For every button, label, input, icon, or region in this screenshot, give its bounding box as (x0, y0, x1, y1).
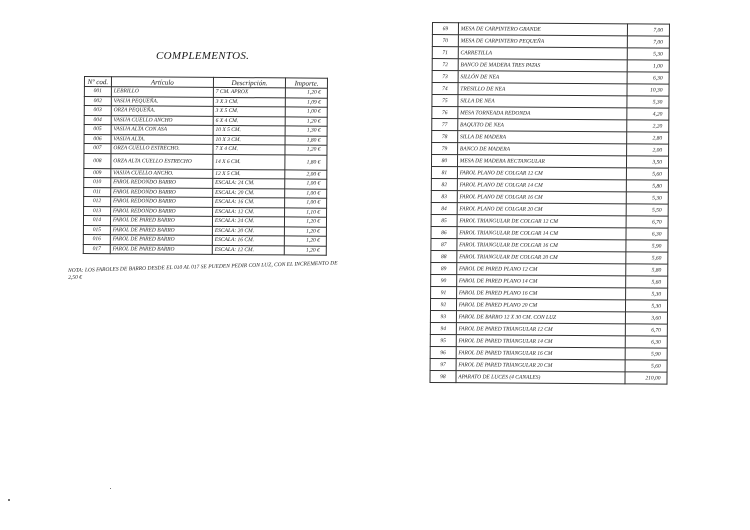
cell-cod: 86 (431, 226, 457, 238)
cell-articulo: FAROL DE PARED BARRO (110, 235, 212, 245)
cell-articulo: FAROL PLANO DE COLGAR 14 CM (457, 179, 627, 192)
header-cod: Nº cod. (84, 77, 111, 87)
cell-cod: 011 (84, 187, 111, 197)
right-table-body (430, 23, 670, 385)
cell-articulo: FAROL TRIANGULAR DE COLGAR 20 CM (457, 251, 627, 264)
cell-cod: 016 (83, 234, 110, 244)
cell-cod: 015 (83, 225, 110, 235)
cell-descripcion: 3 X 5 CM. (213, 106, 285, 116)
cell-importe: 1,00 € (285, 179, 327, 189)
cell-articulo: MESA DE CARPINTERO GRANDE (458, 23, 628, 36)
cell-descripcion: ESCALA: 20 CM. (212, 226, 284, 236)
cell-importe: 2,20 (627, 120, 669, 132)
cell-importe: 1,20 € (285, 145, 327, 155)
cell-articulo: VASIJA CUELLO ANCHO. (111, 168, 213, 178)
cell-cod: 79 (432, 143, 458, 155)
cell-cod: 95 (430, 334, 456, 346)
cell-descripcion: 10 X 3 CM. (213, 135, 285, 145)
table-row (83, 244, 326, 255)
cell-importe: 1,10 € (285, 207, 327, 217)
complementos-table-right (429, 22, 670, 385)
cell-articulo: ORZA ALTA CUELLO ESTRECHO (111, 153, 213, 169)
cell-articulo: VASIJA CUELLO ANCHO (111, 115, 213, 125)
scan-speck (110, 488, 111, 489)
table-row (430, 370, 667, 384)
cell-importe: 4,20 (627, 108, 669, 120)
complementos-table-left (83, 76, 328, 256)
scan-speck (8, 499, 10, 501)
cell-importe: 10,30 (627, 84, 669, 96)
cell-articulo: MESA TORNEADA REDONDA (458, 107, 628, 120)
cell-cod: 93 (430, 310, 456, 322)
cell-cod: 88 (431, 250, 457, 262)
cell-importe: 1,00 € (285, 198, 327, 208)
cell-articulo: FAROL DE PARED TRIANGULAR 16 CM (456, 347, 626, 360)
cell-descripcion: 7 CM. APROX (213, 87, 285, 97)
cell-cod: 83 (431, 190, 457, 202)
page-title: COMPLEMENTOS. (156, 50, 250, 62)
cell-cod: 87 (431, 238, 457, 250)
cell-importe: 5,30 (628, 48, 670, 60)
cell-cod: 71 (432, 47, 458, 59)
cell-importe: 1,20 € (285, 217, 327, 227)
cell-articulo: FAROL PLANO DE COLGAR 20 CM (457, 203, 627, 216)
cell-descripcion: 14 X 6 CM. (213, 154, 285, 170)
cell-articulo: FAROL DE PARED PLANO 16 CM (456, 287, 626, 300)
cell-importe: 5,30 (626, 300, 668, 312)
cell-articulo: CARRETILLA (458, 47, 628, 60)
cell-importe: 5,50 (627, 204, 669, 216)
cell-cod: 85 (431, 214, 457, 226)
cell-cod: 96 (430, 346, 456, 358)
cell-articulo: FAROL TRIANGULAR DE COLGAR 16 CM (457, 239, 627, 252)
cell-cod: 70 (432, 35, 458, 47)
cell-importe: 1,00 € (285, 188, 327, 198)
cell-articulo: MESA DE MADERA RECTANGULAR (457, 155, 627, 168)
cell-importe: 5,80 (627, 180, 669, 192)
cell-cod: 81 (431, 166, 457, 178)
cell-importe: 5,60 (625, 360, 667, 372)
cell-articulo: FAROL DE BARRO 12 X 30 CM. CON LUZ (456, 311, 626, 324)
note-text: NOTA: LOS FAROLES DE BARRO DESDE EL 010 AL 017 SE PUEDEN PEDIR CON LUZ, CON EL INCREMENTO DE 2,50 € (68, 260, 338, 281)
cell-articulo: BANCO DE MADERA (457, 143, 627, 156)
cell-cod: 014 (83, 216, 110, 226)
cell-cod: 94 (430, 322, 456, 334)
cell-descripcion: ESCALA: 12 CM. (212, 245, 284, 255)
header-importe: Importe. (286, 78, 328, 88)
cell-importe: 1,20 € (284, 245, 326, 255)
cell-descripcion: ESCALA: 24 CM. (213, 178, 285, 188)
cell-articulo: VASIJA ALTA. (111, 134, 213, 144)
cell-importe: 6,30 (626, 228, 668, 240)
cell-descripcion: ESCALA: 16 CM. (212, 235, 284, 245)
cell-importe: 3,50 (627, 156, 669, 168)
cell-cod: 98 (430, 370, 456, 382)
cell-articulo: FAROL DE PARED PLANO 12 CM (456, 263, 626, 276)
cell-articulo: FAROL DE PARED BARRO (110, 225, 212, 235)
cell-cod: 012 (84, 197, 111, 207)
cell-importe: 5,30 (627, 96, 669, 108)
cell-cod: 009 (84, 168, 111, 178)
cell-cod: 017 (83, 244, 110, 254)
cell-articulo: FAROL TRIANGULAR DE COLGAR 14 CM (457, 227, 627, 240)
header-articulo: Artículo (111, 77, 213, 88)
cell-articulo: FAROL PLANO DE COLGAR 16 CM (457, 191, 627, 204)
cell-importe: 5,30 (627, 192, 669, 204)
cell-importe: 5,60 (626, 252, 668, 264)
cell-articulo: ORZA PEQUEÑA. (111, 106, 213, 116)
cell-descripcion: 10 X 5 CM. (213, 125, 285, 135)
cell-cod: 001 (84, 87, 111, 97)
cell-importe: 1,80 € (285, 135, 327, 145)
header-descripcion: Descripción. (213, 77, 285, 88)
cell-cod: 006 (84, 134, 111, 144)
cell-descripcion: 6 X 4 CM. (213, 116, 285, 126)
cell-cod: 73 (432, 71, 458, 83)
cell-articulo: ORZA CUELLO ESTRECHO. (111, 144, 213, 154)
cell-cod: 005 (84, 125, 111, 135)
cell-articulo: BAQUITO DE NEA (457, 119, 627, 132)
cell-articulo: APARATO DE LUCES (4 CANALES) (456, 371, 626, 384)
cell-descripcion: 7 X 4 CM. (213, 144, 285, 154)
cell-importe: 6,30 (626, 336, 668, 348)
cell-cod: 80 (431, 155, 457, 167)
cell-importe: 1,20 € (285, 116, 327, 126)
cell-descripcion: ESCALA: 20 CM. (213, 188, 285, 198)
cell-cod: 74 (432, 83, 458, 95)
cell-importe: 5,30 (626, 288, 668, 300)
cell-importe: 7,00 (628, 24, 670, 36)
cell-cod: 004 (84, 115, 111, 125)
cell-articulo: FAROL DE PARED BARRO (110, 216, 212, 226)
cell-cod: 010 (84, 178, 111, 188)
cell-importe: 1,09 € (285, 97, 327, 107)
cell-articulo: FAROL REDONDO BARRO (111, 187, 213, 197)
cell-articulo: FAROL DE PARED PLANO 20 CM (456, 299, 626, 312)
cell-descripcion: ESCALA: 16 CM. (212, 197, 284, 207)
cell-articulo: FAROL REDONDO BARRO (110, 206, 212, 216)
cell-cod: 92 (430, 298, 456, 310)
cell-importe: 2,00 € (285, 169, 327, 179)
cell-cod: 82 (431, 178, 457, 190)
cell-importe: 1,20 € (285, 226, 327, 236)
cell-articulo: FAROL DE PARED TRIANGULAR 20 CM (456, 359, 626, 372)
cell-descripcion: ESCALA: 12 CM. (212, 207, 284, 217)
cell-cod: 75 (432, 95, 458, 107)
cell-cod: 91 (431, 286, 457, 298)
cell-importe: 1,80 € (285, 154, 327, 169)
cell-cod: 77 (432, 119, 458, 131)
cell-importe: 5,90 (626, 348, 668, 360)
cell-cod: 007 (84, 144, 111, 154)
cell-importe: 5,60 (627, 168, 669, 180)
cell-articulo: FAROL PLANO DE COLGAR 12 CM (457, 167, 627, 180)
cell-articulo: BANCO DE MADERA TRES PATAS (458, 59, 628, 72)
cell-cod: 90 (431, 274, 457, 286)
cell-articulo: SILLA DE NEA (458, 95, 628, 108)
cell-articulo: FAROL DE PARED TRIANGULAR 12 CM (456, 323, 626, 336)
cell-articulo: SILLÓN DE NEA (458, 71, 628, 84)
cell-importe: 6,70 (626, 216, 668, 228)
cell-importe: 5,80 (626, 264, 668, 276)
cell-articulo: TRESILLO DE NEA (458, 83, 628, 96)
cell-articulo: MESA DE CARPINTERO PEQUEÑA (458, 35, 628, 48)
cell-cod: 78 (432, 131, 458, 143)
cell-importe: 5,90 (626, 240, 668, 252)
cell-importe: 3,60 (626, 312, 668, 324)
cell-cod: 72 (432, 59, 458, 71)
cell-importe: 1,30 € (285, 126, 327, 136)
cell-cod: 008 (84, 153, 111, 168)
cell-descripcion: 3 X 3 CM. (213, 97, 285, 107)
cell-importe: 7,00 (628, 36, 670, 48)
cell-articulo: FAROL TRIANGULAR DE COLGAR 12 CM (457, 215, 627, 228)
cell-articulo: FAROL DE PARED TRIANGULAR 14 CM (456, 335, 626, 348)
cell-importe: 210,00 (625, 372, 667, 384)
cell-importe: 1,20 € (285, 236, 327, 246)
cell-importe: 2,80 (627, 132, 669, 144)
cell-cod: 013 (84, 206, 111, 216)
cell-articulo: LEBRILLO (111, 87, 213, 97)
cell-cod: 003 (84, 106, 111, 116)
cell-articulo: FAROL REDONDO BARRO (110, 197, 212, 207)
left-table-body (83, 87, 327, 256)
cell-importe: 2,00 (627, 144, 669, 156)
cell-descripcion: ESCALA: 24 CM. (212, 216, 284, 226)
cell-cod: 002 (84, 96, 111, 106)
cell-importe: 6,70 (626, 324, 668, 336)
cell-articulo: VASIJA PEQUEÑA. (111, 96, 213, 106)
cell-cod: 69 (432, 23, 458, 35)
cell-cod: 97 (430, 358, 456, 370)
cell-articulo: FAROL DE PARED PLANO 14 CM (456, 275, 626, 288)
cell-articulo: SILLA DE MADERA (457, 131, 627, 144)
cell-descripcion: 12 X 5 CM. (213, 169, 285, 179)
cell-articulo: FAROL DE PARED BARRO (110, 244, 212, 254)
cell-cod: 84 (431, 202, 457, 214)
cell-cod: 89 (431, 262, 457, 274)
cell-importe: 1,00 € (285, 107, 327, 117)
cell-importe: 6,30 (627, 72, 669, 84)
cell-importe: 1,20 € (286, 88, 328, 98)
cell-articulo: FAROL REDONDO BARRO (111, 178, 213, 188)
cell-importe: 5,60 (626, 276, 668, 288)
cell-importe: 1,00 (628, 60, 670, 72)
table-row (84, 153, 327, 170)
cell-articulo: VASIJA ALTA CON ASA (111, 125, 213, 135)
cell-cod: 76 (432, 107, 458, 119)
